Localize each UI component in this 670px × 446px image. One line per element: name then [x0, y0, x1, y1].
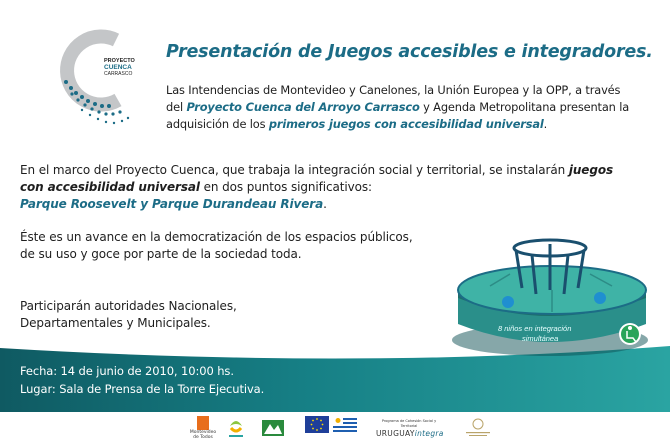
intro-games-emphasis: primeros juegos con accesibilidad universal [268, 117, 544, 131]
framework-text-1: En el marco del Proyecto Cuenca, que trabaja la integración social y territorial, se instalarán [20, 163, 569, 177]
parks-names: Parque Roosevelt y Parque Durandeau Rivera [20, 197, 324, 211]
event-place: Lugar: Sala de Prensa de la Torre Ejecutiva. [20, 382, 265, 396]
ride-caption-line1: 8 niños en integración [498, 324, 572, 333]
intro-paragraph [166, 82, 636, 133]
logo-line1: PROYECTO [104, 58, 135, 64]
montevideo-logo [188, 416, 218, 440]
sponsor-logos [0, 412, 670, 446]
logo-line3: CARRASCO [104, 71, 133, 77]
proyecto-cuenca-logo [52, 24, 144, 132]
intro-project-name: Proyecto Cuenca del Arroyo Carrasco [186, 100, 420, 114]
authorities-line1: Participarán autoridades Nacionales, [20, 299, 237, 313]
uruguay-integra-logo [376, 419, 442, 438]
ride-caption-line2: simultánea [522, 334, 559, 343]
canelones-logo [226, 416, 246, 444]
intro-text-2: y Agenda Metropolitana presentan la adquisición de los [166, 100, 630, 131]
uruguay-integra-small-text: Programa de Cohesión Social y Territorial [381, 419, 437, 428]
democratization-paragraph [20, 229, 470, 263]
uruguay-integra-label: URUGUAY [376, 429, 415, 438]
framework-paragraph [20, 162, 620, 213]
uruguay-flag [333, 416, 357, 437]
framework-emphasis: juegos con accesibilidad universal [20, 163, 614, 194]
authorities-paragraph [20, 298, 320, 332]
intro-text-3: . [543, 117, 548, 131]
european-union-flag [305, 416, 329, 437]
integra-label: integra [414, 429, 444, 438]
democratization-line2: de su uso y goce por parte de la sociedad toda. [20, 247, 302, 261]
agenda-metropolitana-logo [262, 416, 284, 444]
democratization-line1: Éste es un avance en la democratización de los espacios públicos, [20, 230, 413, 244]
opp-seal-logo [460, 416, 496, 444]
montevideo-label: Montevideo [189, 430, 217, 435]
intro-text-1: Las Intendencias de Montevideo y Canelones, la Unión Europea y la OPP, a través del [166, 83, 621, 114]
framework-text-3: . [323, 197, 327, 211]
event-details [20, 362, 264, 398]
logo-line2: CUENCA [104, 64, 132, 71]
montevideo-sub: de Todos [193, 435, 213, 440]
authorities-line2: Departamentales y Municipales. [20, 316, 211, 330]
event-date: Fecha: 14 de junio de 2010, 10:00 hs. [20, 364, 234, 378]
page-title: Presentación de Juegos accesibles e integradores. [166, 42, 653, 62]
framework-text-2: en dos puntos significativos: [199, 180, 372, 194]
accessible-merry-go-round-image [450, 228, 665, 358]
